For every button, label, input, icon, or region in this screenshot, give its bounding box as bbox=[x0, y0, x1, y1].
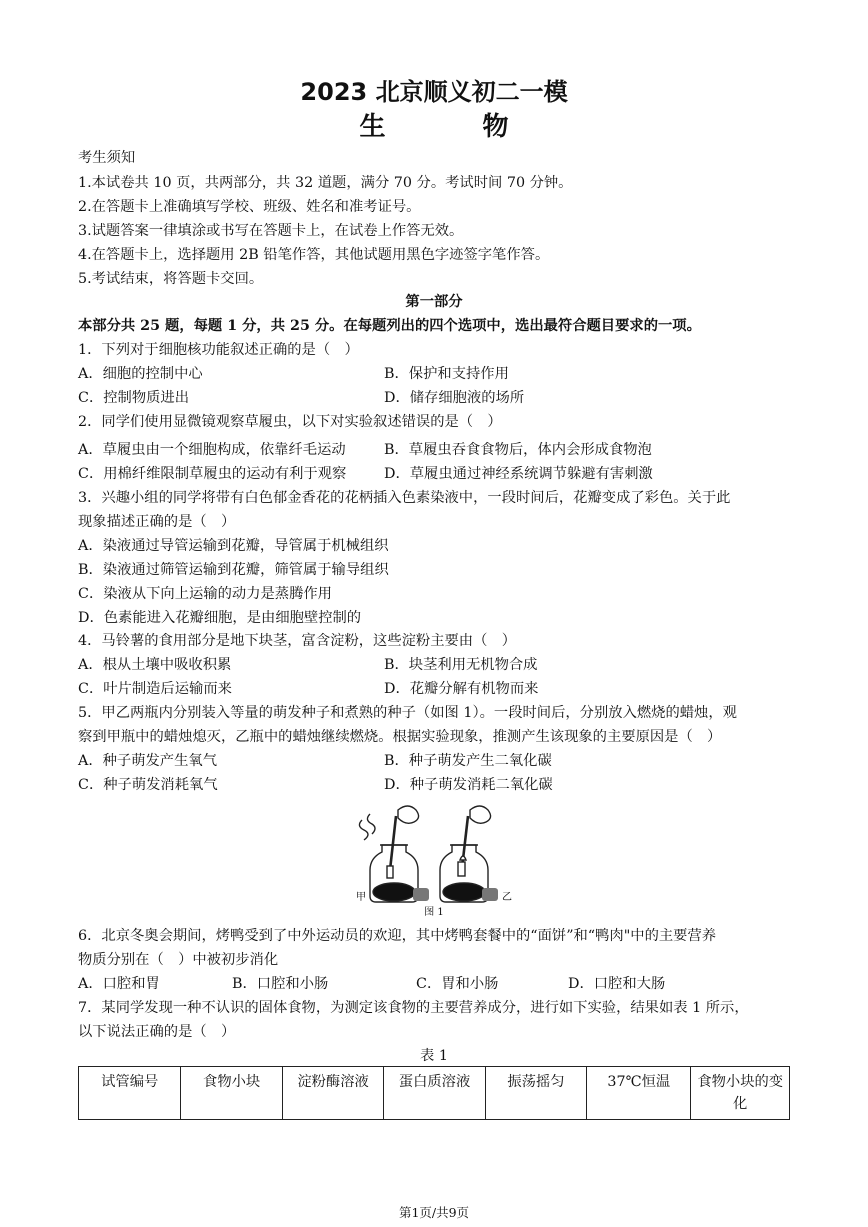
option-c: C．胃和小肠 bbox=[416, 976, 499, 992]
option-c: C．控制物质进出 bbox=[78, 390, 190, 406]
table-header-cell: 食物小块的变化 bbox=[691, 1067, 790, 1120]
option-a: A．根从土壤中吸收积累 bbox=[78, 657, 232, 673]
option-d: D．色素能进入花瓣细胞，是由细胞壁控制的 bbox=[78, 610, 362, 626]
notice-heading: 考生须知 bbox=[78, 150, 136, 166]
option-d: D．草履虫通过神经系统调节躲避有害刺激 bbox=[384, 466, 653, 482]
option-a: A．草履虫由一个细胞构成，依靠纤毛运动 bbox=[78, 442, 346, 458]
jar-right bbox=[440, 806, 491, 902]
question-stem: 6．北京冬奥会期间，烤鸭受到了中外运动员的欢迎，其中烤鸭套餐中的“面饼”和“鸭肉"中的主要营养 bbox=[78, 928, 717, 944]
option-c: C．染液从下向上运输的动力是蒸腾作用 bbox=[78, 586, 332, 602]
part-heading: 第一部分 bbox=[405, 294, 463, 310]
option-b: B．种子萌发产生二氧化碳 bbox=[384, 753, 552, 769]
option-a: A．口腔和胃 bbox=[78, 976, 160, 992]
option-c: C．叶片制造后运输而来 bbox=[78, 681, 232, 697]
table-header-row bbox=[79, 1067, 790, 1120]
part-instructions: 本部分共 25 题，每题 1 分，共 25 分。在每题列出的四个选项中，选出最符合题目要求的一项。 bbox=[78, 318, 701, 334]
table-header-cell: 试管编号 bbox=[79, 1067, 181, 1120]
table-header-cell: 振荡摇匀 bbox=[485, 1067, 586, 1120]
notice-item: 5.考试结束，将答题卡交回。 bbox=[78, 271, 264, 287]
subject-title: 生 物 bbox=[359, 112, 553, 142]
option-d: D．种子萌发消耗二氧化碳 bbox=[384, 777, 553, 793]
page-footer: 第1页/共9页 bbox=[398, 1205, 470, 1220]
option-b: B．保护和支持作用 bbox=[384, 366, 509, 382]
question-stem-cont: 现象描述正确的是（ ） bbox=[78, 514, 236, 530]
option-c: C．种子萌发消耗氧气 bbox=[78, 777, 218, 793]
option-d: D．口腔和大肠 bbox=[568, 976, 666, 992]
option-b: B．块茎利用无机物合成 bbox=[384, 657, 538, 673]
notice-item: 3.试题答案一律填涂或书写在答题卡上，在试卷上作答无效。 bbox=[78, 223, 464, 239]
question-stem: 3．兴趣小组的同学将带有白色郁金香花的花柄插入色素染液中，一段时间后，花瓣变成了彩色。关于此 bbox=[78, 490, 731, 506]
option-c: C．用棉纤维限制草履虫的运动有利于观察 bbox=[78, 466, 347, 482]
question-stem-cont: 物质分别在（ ）中被初步消化 bbox=[78, 952, 279, 968]
table-header-cell: 食物小块 bbox=[181, 1067, 282, 1120]
exam-title: 2023 北京顺义初二一模 bbox=[300, 78, 568, 106]
candle-lid-right bbox=[482, 888, 498, 901]
question-stem-cont: 以下说法正确的是（ ） bbox=[78, 1024, 236, 1040]
experiment-table bbox=[78, 1066, 790, 1120]
candle-lid-left bbox=[413, 888, 429, 901]
option-d: D．花瓣分解有机物而来 bbox=[384, 681, 539, 697]
table-caption: 表 1 bbox=[420, 1048, 448, 1064]
notice-item: 2.在答题卡上准确填写学校、班级、姓名和准考证号。 bbox=[78, 199, 421, 215]
option-b: B．染液通过筛管运输到花瓣，筛管属于输导组织 bbox=[78, 562, 389, 578]
table-header-cell: 淀粉酶溶液 bbox=[282, 1067, 383, 1120]
table-header-cell: 蛋白质溶液 bbox=[384, 1067, 485, 1120]
option-b: B．草履虫吞食食物后，体内会形成食物泡 bbox=[384, 442, 652, 458]
question-stem: 5．甲乙两瓶内分别装入等量的萌发种子和煮熟的种子（如图 1）。一段时间后，分别放入燃烧的蜡烛，观 bbox=[78, 705, 737, 721]
label-jar-right: 乙 bbox=[502, 892, 512, 903]
question-stem: 4．马铃薯的食用部分是地下块茎，富含淀粉，这些淀粉主要由（ ） bbox=[78, 633, 516, 649]
figure-caption: 图 1 bbox=[424, 907, 444, 918]
question-stem: 1．下列对于细胞核功能叙述正确的是（ ） bbox=[78, 342, 359, 358]
option-b: B．口腔和小肠 bbox=[232, 976, 329, 992]
option-a: A．染液通过导管运输到花瓣，导管属于机械组织 bbox=[78, 538, 389, 554]
notice-item: 4.在答题卡上，选择题用 2B 铅笔作答，其他试题用黑色字迹签字笔作答。 bbox=[78, 247, 550, 263]
seed-jar-figure bbox=[350, 800, 520, 918]
jar-left bbox=[359, 806, 418, 902]
table-header-cell: 37℃恒温 bbox=[587, 1067, 691, 1120]
option-a: A．细胞的控制中心 bbox=[78, 366, 203, 382]
question-stem: 2．同学们使用显微镜观察草履虫，以下对实验叙述错误的是（ ） bbox=[78, 414, 502, 430]
notice-item: 1.本试卷共 10 页，共两部分，共 32 道题，满分 70 分。考试时间 70 分钟。 bbox=[78, 175, 573, 191]
label-jar-left: 甲 bbox=[356, 892, 366, 903]
question-stem: 7．某同学发现一种不认识的固体食物，为测定该食物的主要营养成分，进行如下实验，结果如表 1 所示， bbox=[78, 1000, 749, 1016]
option-a: A．种子萌发产生氧气 bbox=[78, 753, 217, 769]
question-stem-cont: 察到甲瓶中的蜡烛熄灭，乙瓶中的蜡烛继续燃烧。根据实验现象，推测产生该现象的主要原因是（ ） bbox=[78, 729, 722, 745]
option-d: D．储存细胞液的场所 bbox=[384, 390, 525, 406]
